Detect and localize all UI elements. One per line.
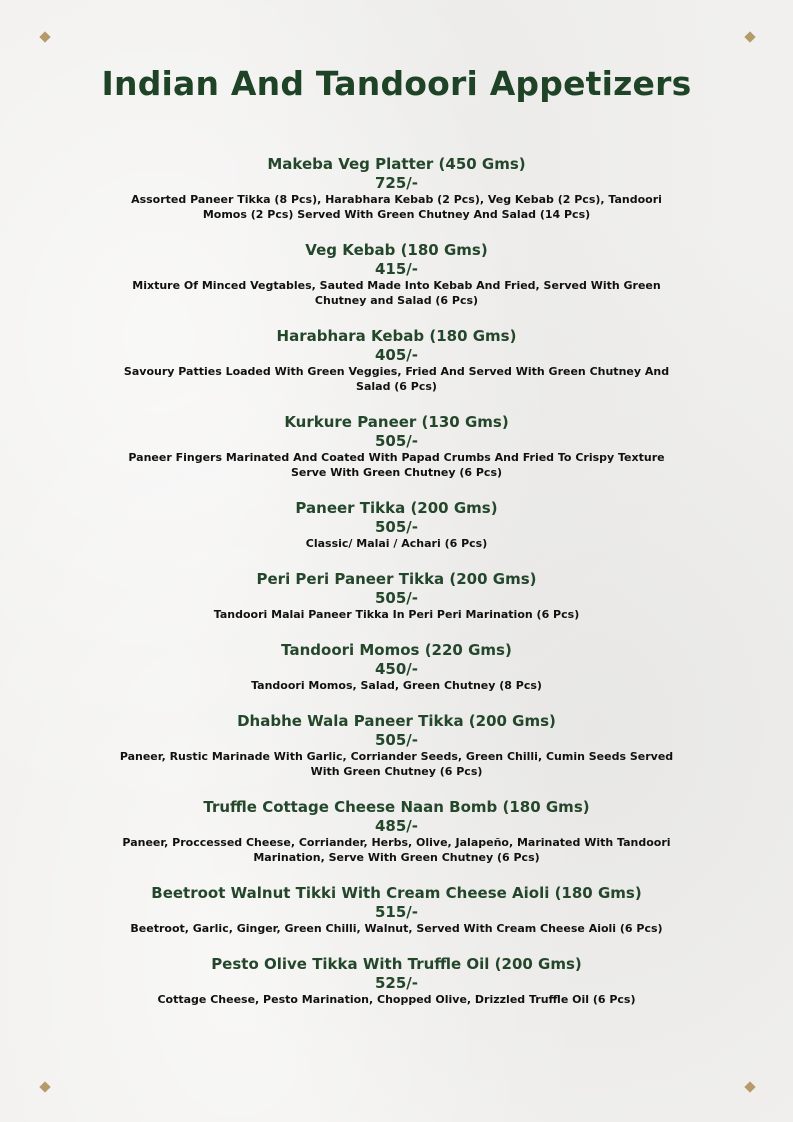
- item-name: Paneer Tikka (200 Gms): [295, 499, 498, 517]
- item-price: 725/-: [374, 174, 418, 192]
- item-description: Assorted Paneer Tikka (8 Pcs), Harabhara Kebab (2 Pcs), Veg Kebab (2 Pcs), Tandoori Momos (2 Pcs) Served With Green Chutney And Salad (14 Pcs): [131, 193, 662, 221]
- item-name: Dhabhe Wala Paneer Tikka (200 Gms): [237, 712, 556, 730]
- menu-item: [110, 798, 683, 884]
- item-name: Makeba Veg Platter (450 Gms): [267, 155, 526, 173]
- corner-ornament-top-left: [39, 31, 50, 42]
- item-description: Mixture Of Minced Vegtables, Sauted Made Into Kebab And Fried, Served With Green Chutney and Salad (6 Pcs): [132, 279, 661, 307]
- item-name: Beetroot Walnut Tikki With Cream Cheese Aioli (180 Gms): [151, 884, 642, 902]
- corner-ornament-bottom-right: [744, 1081, 755, 1092]
- menu-item: [110, 884, 683, 955]
- menu-item: [110, 499, 683, 570]
- item-price: 505/-: [374, 432, 418, 450]
- item-name: Tandoori Momos (220 Gms): [281, 641, 512, 659]
- item-description: Tandoori Malai Paneer Tikka In Peri Peri Marination (6 Pcs): [213, 608, 580, 621]
- item-name: Truffle Cottage Cheese Naan Bomb (180 Gms): [203, 798, 590, 816]
- item-price: 485/-: [374, 817, 418, 835]
- item-description: Classic/ Malai / Achari (6 Pcs): [305, 537, 488, 550]
- page-title: Indian And Tandoori Appetizers: [101, 64, 692, 103]
- item-price: 515/-: [374, 903, 418, 921]
- item-price: 505/-: [374, 731, 418, 749]
- item-name: Pesto Olive Tikka With Truffle Oil (200 Gms): [211, 955, 582, 973]
- item-price: 525/-: [374, 974, 418, 992]
- menu-list: [110, 155, 683, 1026]
- corner-ornament-bottom-left: [39, 1081, 50, 1092]
- item-price: 450/-: [374, 660, 418, 678]
- item-description: Savoury Patties Loaded With Green Veggies, Fried And Served With Green Chutney And Salad (6 Pcs): [123, 365, 670, 393]
- item-description: Paneer, Rustic Marinade With Garlic, Corriander Seeds, Green Chilli, Cumin Seeds Served With Green Chutney (6 Pcs): [119, 750, 674, 778]
- item-price: 405/-: [374, 346, 418, 364]
- item-price: 505/-: [374, 589, 418, 607]
- item-price: 415/-: [374, 260, 418, 278]
- item-description: Beetroot, Garlic, Ginger, Green Chilli, Walnut, Served With Cream Cheese Aioli (6 Pcs): [130, 922, 663, 935]
- item-description: Paneer Fingers Marinated And Coated With Papad Crumbs And Fried To Crispy Texture Serve With Green Chutney (6 Pcs): [128, 451, 665, 479]
- menu-item: [110, 327, 683, 413]
- item-description: Paneer, Proccessed Cheese, Corriander, Herbs, Olive, Jalapeño, Marinated With Tandoori Marination, Serve With Green Chutney (6 Pcs): [122, 836, 671, 864]
- item-description: Cottage Cheese, Pesto Marination, Chopped Olive, Drizzled Truffle Oil (6 Pcs): [157, 993, 636, 1006]
- menu-item: [110, 712, 683, 798]
- item-name: Harabhara Kebab (180 Gms): [276, 327, 517, 345]
- menu-item: [110, 955, 683, 1026]
- menu-item: [110, 155, 683, 241]
- item-name: Peri Peri Paneer Tikka (200 Gms): [256, 570, 537, 588]
- corner-ornament-top-right: [744, 31, 755, 42]
- menu-item: [110, 413, 683, 499]
- item-price: 505/-: [374, 518, 418, 536]
- menu-item: [110, 641, 683, 712]
- item-name: Kurkure Paneer (130 Gms): [284, 413, 509, 431]
- item-name: Veg Kebab (180 Gms): [305, 241, 488, 259]
- menu-item: [110, 570, 683, 641]
- menu-item: [110, 241, 683, 327]
- item-description: Tandoori Momos, Salad, Green Chutney (8 Pcs): [251, 679, 542, 692]
